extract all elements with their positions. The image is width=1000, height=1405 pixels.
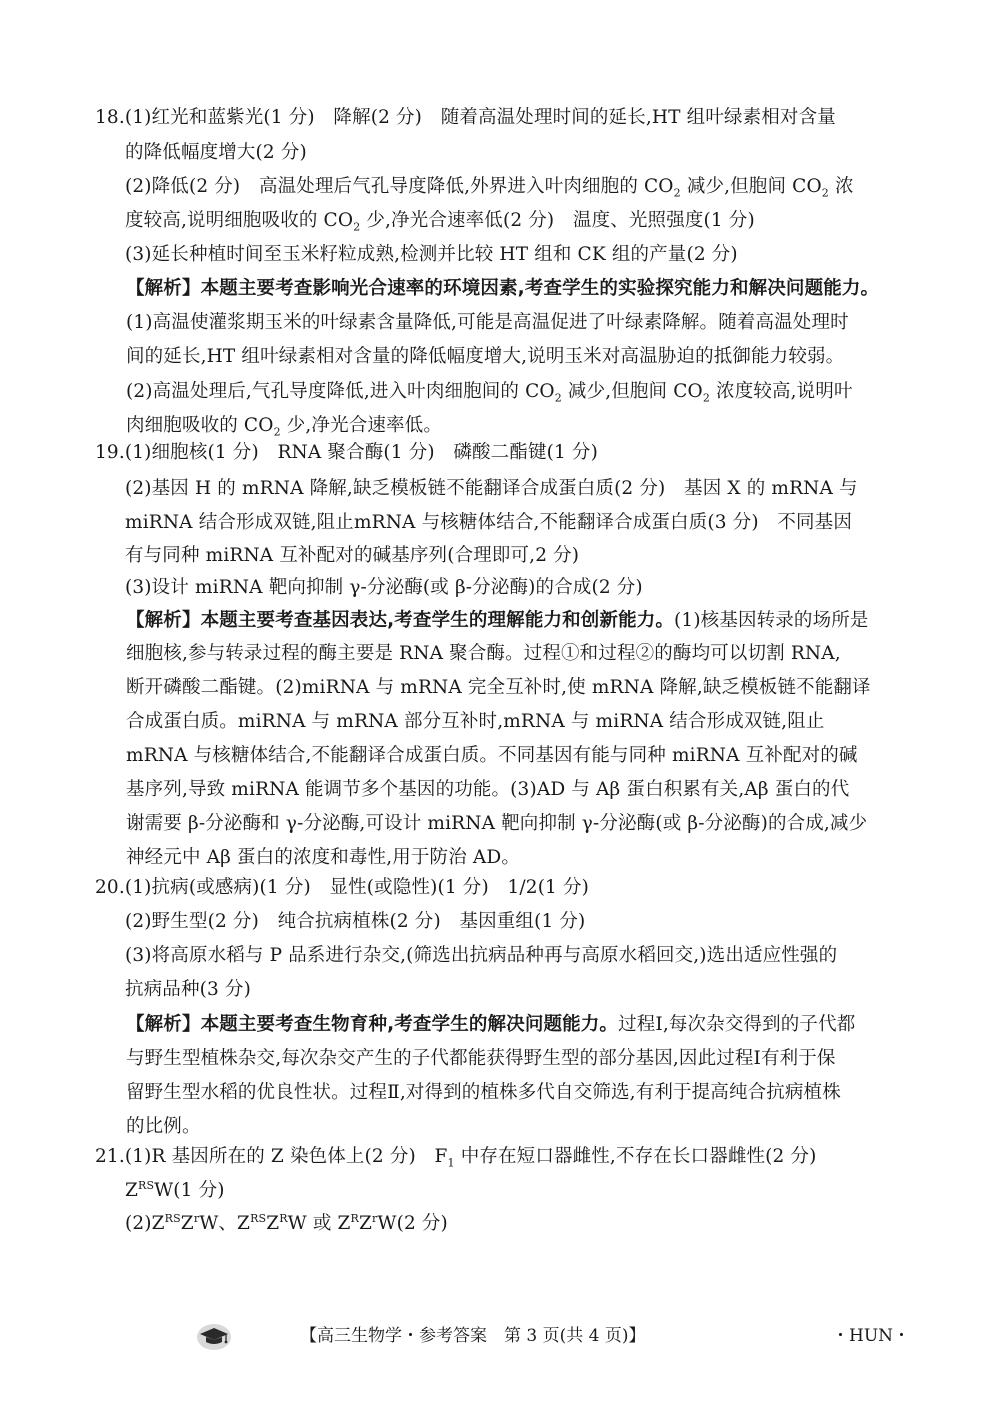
subscript: 2 xyxy=(273,425,281,439)
q18-line-4 xyxy=(125,208,755,234)
q19-analysis-line-7: 谢需要 β-分泌酶和 γ-分泌酶,可设计 miRNA 靶向抑制 γ-分泌酶(或 β-分泌酶)的合成,减少 xyxy=(126,813,868,834)
q20-line-4: 抗病品种(3 分) xyxy=(125,979,251,1000)
q21-text: 21.(1)R 基因所在的 Z 染色体上(2 分) F xyxy=(95,1146,448,1167)
q20-analysis-line-1 xyxy=(126,1012,855,1038)
superscript: RS xyxy=(164,1211,181,1225)
q21-text: 中存在短口器雌性,不存在长口器雌性(2 分) xyxy=(454,1146,817,1167)
footer-page-info: 【高三生物学・参考答案 第 3 页(共 4 页)】 xyxy=(300,1326,646,1346)
q18-analysis-line-3: 间的延长,HT 组叶绿素相对含量的降低幅度增大,说明玉米对高温胁迫的抵御能力较弱。 xyxy=(126,346,845,367)
q19-line-1: 19.(1)细胞核(1 分) RNA 聚合酶(1 分) 磷酸二酯键(1 分) xyxy=(95,442,598,463)
q19-analysis-line-8: 神经元中 Aβ 蛋白的浓度和毒性,用于防治 AD。 xyxy=(126,847,521,868)
q18-analysis-heading: 【解析】本题主要考查影响光合速率的环境因素,考查学生的实验探究能力和解决问题能力。 xyxy=(126,278,880,299)
q18-analysis-line-2: (1)高温使灌浆期玉米的叶绿素含量降低,可能是高温促进了叶绿素降解。随着高温处理时 xyxy=(126,312,849,333)
q18-line-3 xyxy=(125,174,854,200)
q18-analysis-line-5 xyxy=(126,413,442,439)
q20-line-1: 20.(1)抗病(或感病)(1 分) 显性(或隐性)(1 分) 1/2(1 分) xyxy=(95,877,590,898)
q21-text: Z xyxy=(180,1213,194,1234)
q19-analysis-line-4: 合成蛋白质。miRNA 与 mRNA 部分互补时,mRNA 与 miRNA 结合形成双链,阻止 xyxy=(126,711,825,732)
footer-region-code: ・HUN・ xyxy=(832,1326,911,1346)
q19-analysis-line-1 xyxy=(126,608,869,634)
superscript: RS xyxy=(138,1178,155,1192)
q21-line-2 xyxy=(125,1178,225,1204)
q21-text: (2)Z xyxy=(125,1213,165,1234)
q18-line-5: (3)延长种植时间至玉米籽粒成熟,检测并比较 HT 组和 CK 组的产量(2 分) xyxy=(125,244,738,265)
subscript: 2 xyxy=(353,220,361,234)
page-footer xyxy=(0,1321,1000,1351)
superscript: R xyxy=(350,1211,359,1225)
q18-text: 肉细胞吸收的 CO xyxy=(126,415,274,436)
q19-analysis-line-6: 基序列,导致 miRNA 能调节多个基因的功能。(3)AD 与 Aβ 蛋白积累有关,Aβ 蛋白的代 xyxy=(126,779,850,800)
q21-text: Z xyxy=(125,1180,139,1201)
q19-line-4: 有与同种 miRNA 互补配对的碱基序列(合理即可,2 分) xyxy=(125,545,580,566)
graduation-cap-icon xyxy=(194,1321,234,1351)
q19-analysis-line-5: mRNA 与核糖体结合,不能翻译合成蛋白质。不同基因有能与同种 miRNA 互补配对的碱 xyxy=(126,745,858,766)
q20-line-2: (2)野生型(2 分) 纯合抗病植株(2 分) 基因重组(1 分) xyxy=(125,911,586,932)
subscript: 2 xyxy=(673,186,681,200)
q21-text: W 或 Z xyxy=(287,1213,351,1234)
q18-text: 少,净光合速率低。 xyxy=(280,415,442,436)
q18-text: 浓度较高,说明叶 xyxy=(710,381,853,402)
q20-line-3: (3)将高原水稻与 P 品系进行杂交,(筛选出抗病品种再与高原水稻回交,)选出适应性强的 xyxy=(125,945,838,966)
q19-line-5: (3)设计 miRNA 靶向抑制 γ-分泌酶(或 β-分泌酶)的合成(2 分) xyxy=(125,577,643,598)
superscript: RS xyxy=(250,1211,267,1225)
q18-text: (2)降低(2 分) 高温处理后气孔导度降低,外界进入叶肉细胞的 CO xyxy=(125,176,674,197)
q18-line-1: 18.(1)红光和蓝紫光(1 分) 降解(2 分) 随着高温处理时间的延长,HT 组叶绿素相对含量 xyxy=(95,107,836,128)
q21-line-3 xyxy=(125,1211,448,1237)
q20-text: 过程Ⅰ,每次杂交得到的子代都 xyxy=(618,1014,856,1035)
q18-analysis-line-4 xyxy=(126,379,853,405)
q19-text: (1)核基因转录的场所是 xyxy=(674,610,869,631)
q18-text: (2)高温处理后,气孔导度降低,进入叶肉细胞间的 CO xyxy=(126,381,555,402)
analysis-heading: 【解析】本题主要考查生物育种,考查学生的解决问题能力。 xyxy=(126,1014,619,1035)
q20-analysis-line-2: 与野生型植株杂交,每次杂交产生的子代都能获得野生型的部分基因,因此过程Ⅰ有利于保 xyxy=(126,1048,836,1069)
subscript: 1 xyxy=(447,1156,455,1170)
analysis-heading: 【解析】本题主要考查基因表达,考查学生的理解能力和创新能力。 xyxy=(126,610,675,631)
q21-text: W(1 分) xyxy=(154,1180,225,1201)
q21-line-1 xyxy=(95,1144,817,1170)
q18-line-2: 的降低幅度增大(2 分) xyxy=(125,142,307,163)
subscript: 2 xyxy=(702,391,711,405)
q19-analysis-line-2: 细胞核,参与转录过程的酶主要是 RNA 聚合酶。过程①和过程②的酶均可以切割 RNA, xyxy=(126,643,841,664)
q21-text: W(2 分) xyxy=(377,1213,448,1234)
q18-text: 减少,但胞间 CO xyxy=(680,176,822,197)
subscript: 2 xyxy=(821,186,829,200)
q21-text: Z xyxy=(266,1213,280,1234)
subscript: 2 xyxy=(554,391,562,405)
q21-text: Z xyxy=(358,1213,372,1234)
q21-text: W、Z xyxy=(199,1213,251,1234)
q19-line-3: miRNA 结合形成双链,阻止mRNA 与核糖体结合,不能翻译合成蛋白质(3 分) 不同基因 xyxy=(125,512,852,533)
superscript: r xyxy=(371,1211,378,1225)
q19-line-2: (2)基因 H 的 mRNA 降解,缺乏模板链不能翻译合成蛋白质(2 分) 基因 X 的 mRNA 与 xyxy=(125,478,858,499)
superscript: r xyxy=(193,1211,200,1225)
q18-text: 少,净光合速率低(2 分) 温度、光照强度(1 分) xyxy=(360,210,755,231)
q19-analysis-line-3: 断开磷酸二酯键。(2)miRNA 与 mRNA 完全互补时,使 mRNA 降解,缺乏模板链不能翻译 xyxy=(126,677,871,698)
q18-text: 浓 xyxy=(828,176,854,197)
q18-text: 度较高,说明细胞吸收的 CO xyxy=(125,210,354,231)
q20-analysis-line-3: 留野生型水稻的优良性状。过程Ⅱ,对得到的植株多代自交筛选,有利于提高纯合抗病植株 xyxy=(126,1082,841,1103)
superscript: R xyxy=(279,1211,288,1225)
q20-analysis-line-4: 的比例。 xyxy=(126,1116,201,1137)
q18-text: 减少,但胞间 CO xyxy=(561,381,703,402)
